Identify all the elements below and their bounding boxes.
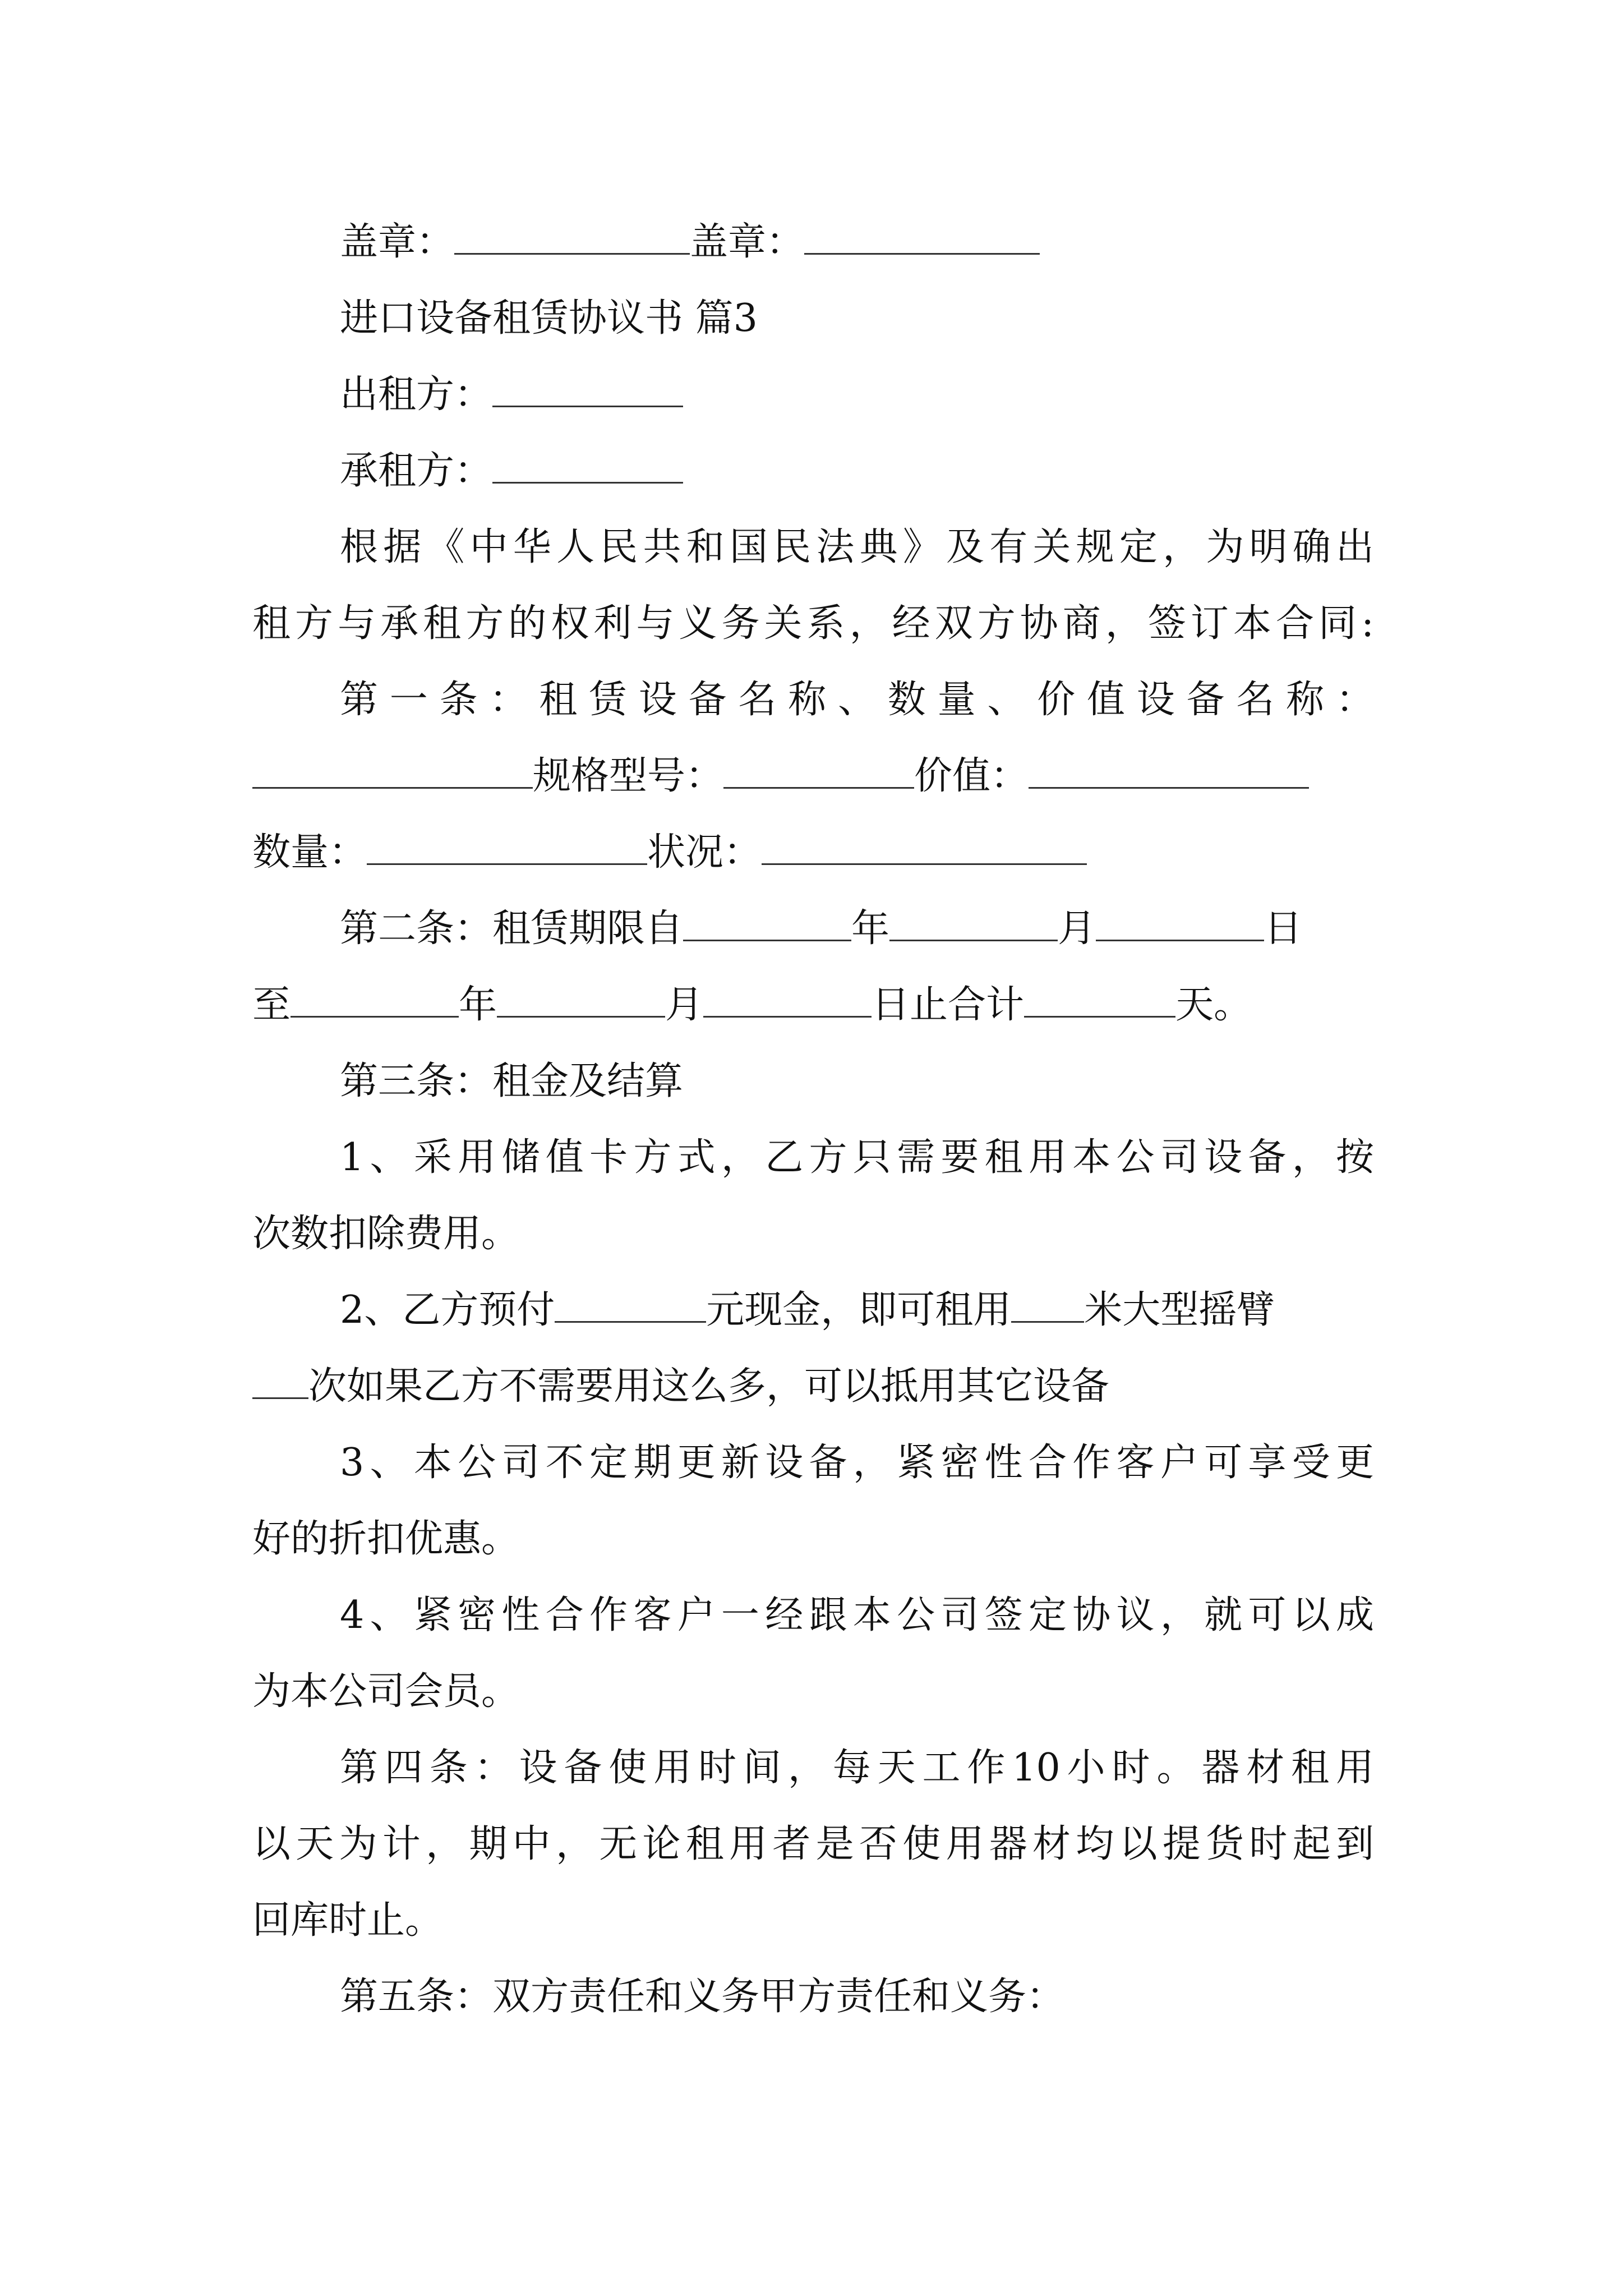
seal-line bbox=[340, 214, 1374, 270]
clause3-line-1: 3、本公司不定期更新设备，紧密性合作客户可享受更 bbox=[340, 1441, 1374, 1485]
lessee-line bbox=[340, 443, 1374, 499]
article1-line-2 bbox=[252, 748, 1374, 804]
article1-line-1: 第一条：租赁设备名称、数量、价值设备名称： bbox=[340, 678, 1374, 722]
equipment-name-blank bbox=[252, 751, 533, 789]
clause4-line-1: 4、紧密性合作客户一经跟本公司签定协议，就可以成 bbox=[340, 1593, 1374, 1637]
seal-blank-b bbox=[804, 217, 1040, 255]
clause3-line-2: 好的折扣优惠。 bbox=[252, 1517, 520, 1561]
quantity-label: 数量： bbox=[252, 830, 367, 875]
model-label: 规格型号： bbox=[533, 754, 724, 798]
from-day-blank bbox=[1096, 904, 1264, 941]
article4-line-1: 第四条：设备使用时间，每天工作10小时。器材租用 bbox=[340, 1746, 1374, 1790]
section-title: 进口设备租赁协议书 篇3 bbox=[340, 296, 758, 341]
article2-line-2 bbox=[252, 977, 1374, 1033]
intro-line-2: 租方与承租方的权利与义务关系，经双方协商，签订本合同: bbox=[252, 601, 1374, 646]
seal-label-b: 盖章： bbox=[690, 220, 805, 264]
article3-title: 第三条：租金及结算 bbox=[340, 1059, 684, 1103]
article4-line-2: 以天为计，期中，无论租用者是否使用器材均以提货时起到 bbox=[252, 1822, 1374, 1866]
condition-label: 状况： bbox=[647, 830, 762, 875]
times-label: 次如果乙方不需要用这么多，可以抵用其它设备 bbox=[308, 1364, 1110, 1409]
value-label: 价值： bbox=[914, 754, 1029, 798]
cash-label: 元现金，即可租用 bbox=[706, 1288, 1012, 1332]
article5-title: 第五条：双方责任和义务甲方责任和义务： bbox=[340, 1975, 1065, 2019]
from-month-label: 月 bbox=[1058, 907, 1096, 951]
seal-blank-a bbox=[454, 217, 690, 255]
prepay-label: 2、乙方预付 bbox=[340, 1288, 555, 1332]
article2-line-1 bbox=[340, 901, 1374, 957]
clause1-line-2: 次数扣除费用。 bbox=[252, 1212, 520, 1256]
clause2-line-2 bbox=[252, 1359, 1374, 1415]
times-blank bbox=[252, 1361, 308, 1399]
to-month-label: 月 bbox=[665, 983, 704, 1027]
term-from-label: 第二条：租赁期限自 bbox=[340, 907, 684, 951]
lessor-line bbox=[340, 367, 1374, 423]
quantity-blank bbox=[367, 827, 647, 865]
term-to-label: 至 bbox=[252, 983, 291, 1027]
model-blank bbox=[723, 751, 914, 789]
lessor-label: 出租方： bbox=[340, 372, 493, 417]
value-blank bbox=[1029, 751, 1309, 789]
lessee-label: 承租方： bbox=[340, 449, 493, 493]
clause2-line-1 bbox=[340, 1282, 1374, 1338]
intro-line-1: 根据《中华人民共和国民法典》及有关规定，为明确出 bbox=[340, 525, 1374, 569]
days-label: 天。 bbox=[1175, 983, 1252, 1027]
total-days-blank bbox=[1024, 980, 1175, 1018]
article1-line-3 bbox=[252, 825, 1374, 881]
condition-blank bbox=[762, 827, 1087, 865]
lessee-blank bbox=[492, 446, 683, 484]
to-year-blank bbox=[291, 980, 459, 1018]
from-year-blank bbox=[683, 904, 851, 941]
clause4-line-2: 为本公司会员。 bbox=[252, 1669, 520, 1714]
to-year-label: 年 bbox=[459, 983, 497, 1027]
crane-label: 米大型摇臂 bbox=[1084, 1288, 1275, 1332]
from-month-blank bbox=[889, 904, 1058, 941]
seal-label-a: 盖章： bbox=[340, 220, 455, 264]
to-month-blank bbox=[497, 980, 665, 1018]
from-day-label: 日 bbox=[1264, 907, 1303, 951]
from-year-label: 年 bbox=[851, 907, 890, 951]
clause1-line-1: 1、采用储值卡方式，乙方只需要租用本公司设备，按 bbox=[340, 1135, 1374, 1180]
prepay-amount-blank bbox=[555, 1285, 706, 1323]
to-day-label: 日止合计 bbox=[872, 983, 1025, 1027]
to-day-blank bbox=[703, 980, 872, 1018]
meter-blank bbox=[1011, 1285, 1084, 1323]
article4-line-3: 回库时止。 bbox=[252, 1898, 444, 1943]
lessor-blank bbox=[492, 370, 683, 407]
